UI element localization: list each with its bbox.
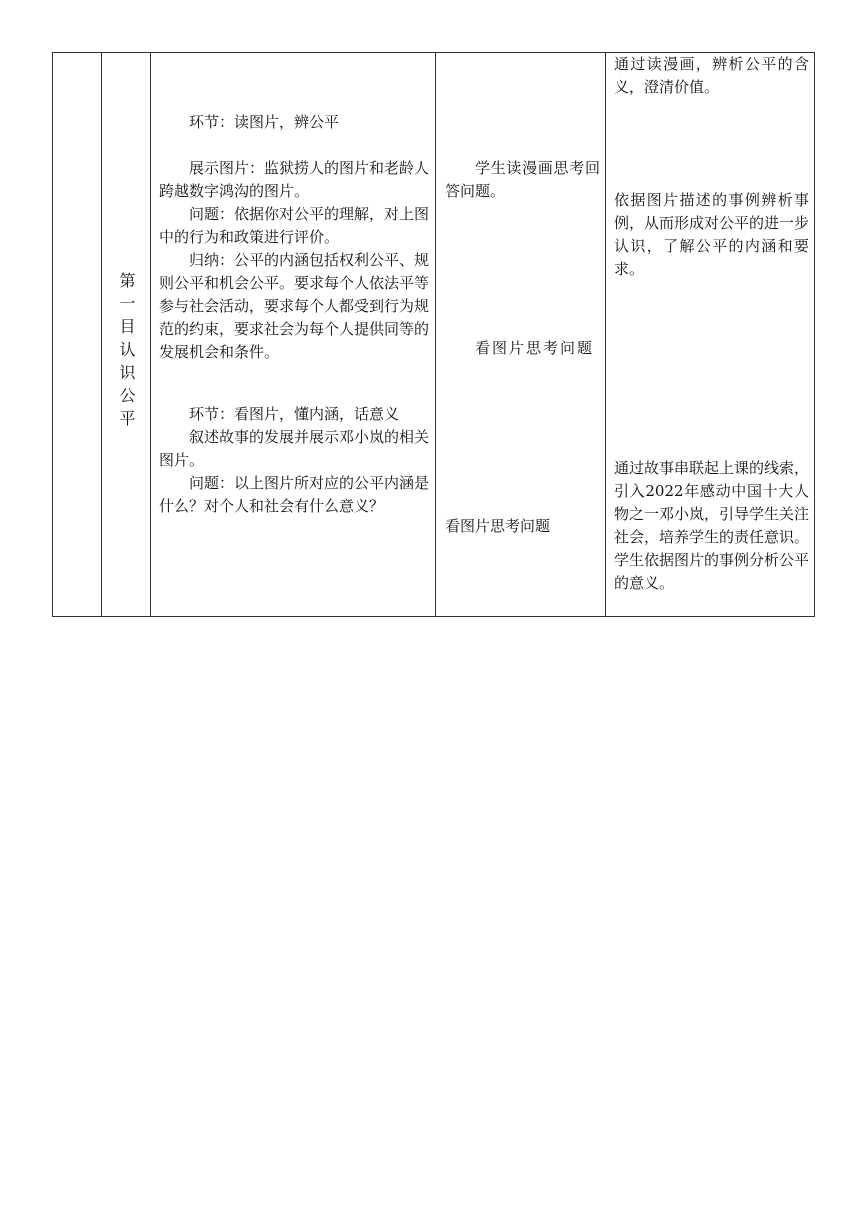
student-activity-3: 看图片思考问题 — [445, 517, 551, 535]
design-purpose-cell — [606, 53, 815, 617]
step2-question: 问题：以上图片所对应的公平内涵是什么？对个人和社会有什么意义？ — [159, 474, 430, 515]
student-activity-cell — [436, 53, 606, 617]
purpose-1: 通过读漫画，辨析公平的含义，澄清价值。 — [614, 55, 809, 96]
purpose-2: 依据图片描述的事例辨析事例，从而形成对公平的进一步认识，了解公平的内涵和要求。 — [614, 191, 810, 278]
blank-cell — [53, 53, 102, 617]
purpose-3: 通过故事串联起上课的线索，引入2022年感动中国十大人物之一邓小岚，引导学生关注社会，培养学生的责任意识。学生依据图片的事例分析公平的意义。 — [614, 459, 810, 592]
step1-question: 问题：依据你对公平的理解，对上图中的行为和政策进行评价。 — [159, 205, 430, 246]
step1-summary: 归纳：公平的内涵包括权利公平、规则公平和机会公平。要求每个人依法平等参与社会活动，要求每个人都受到行为规范的约束，要求社会为每个人提供同等的发展机会和条件。 — [159, 251, 430, 361]
section-cell — [102, 53, 151, 617]
step2-story: 叙述故事的发展并展示邓小岚的相关图片。 — [159, 428, 430, 469]
step2-title: 环节：看图片，懂内涵，话意义 — [189, 405, 400, 423]
lesson-plan-table — [52, 52, 815, 617]
table-row — [53, 53, 815, 617]
student-activity-2: 看图片思考问题 — [475, 339, 595, 357]
section-label: 第一目认识公平 — [117, 272, 136, 433]
step1-show: 展示图片：监狱捞人的图片和老龄人跨越数字鸿沟的图片。 — [159, 159, 430, 200]
step1-title: 环节：读图片，辨公平 — [189, 113, 340, 131]
teacher-activity-cell — [151, 53, 436, 617]
student-activity-1: 学生读漫画思考回答问题。 — [445, 159, 600, 200]
